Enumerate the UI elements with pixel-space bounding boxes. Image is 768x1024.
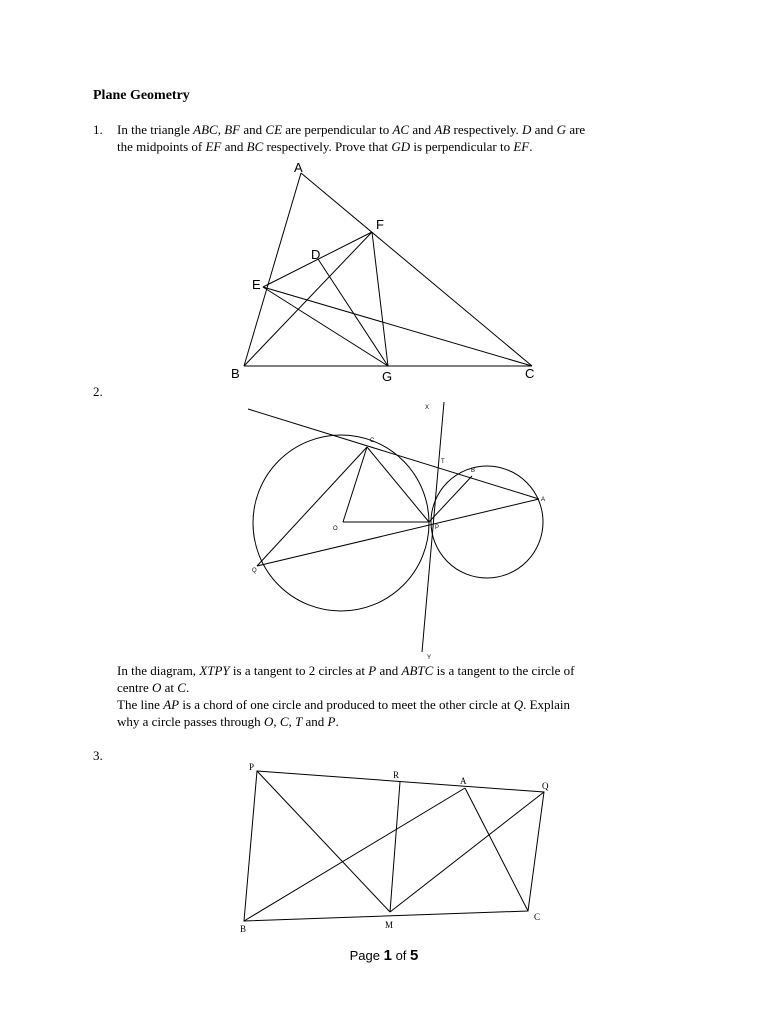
q2-label-o: O xyxy=(333,526,338,532)
q2-text-line3: The line AP is a chord of one circle and produced to meet the other circle at Q. Explain xyxy=(117,697,571,712)
q2-label-p: P xyxy=(435,525,440,531)
q2-number: 2. xyxy=(93,384,103,399)
q3-segment-pm xyxy=(257,771,390,912)
q2-label-y: Y xyxy=(427,655,432,661)
q2-text-line2: centre O at C. xyxy=(117,680,190,695)
current-page-number: 1 xyxy=(383,947,392,964)
q3-quadrilateral-pqcb xyxy=(244,771,544,921)
q2-label-x: X xyxy=(425,405,430,411)
q1-label-g: G xyxy=(382,369,393,384)
q1-label-c: C xyxy=(525,366,535,381)
q1-label-f: F xyxy=(376,217,384,232)
q3-segment-mq xyxy=(390,792,544,912)
q3-label-c: C xyxy=(534,912,541,922)
q2-text-line4: why a circle passes through O, C, T and P. xyxy=(117,714,339,729)
q2-text-line1: In the diagram, XTPY is a tangent to 2 circles at P and ABTC is a tangent to the circle of xyxy=(117,663,575,678)
page-title: Plane Geometry xyxy=(93,88,190,103)
q1-number: 1. xyxy=(93,122,103,137)
q1-label-e: E xyxy=(252,277,261,292)
q2-label-t: T xyxy=(441,459,445,465)
q2-label-q: Q xyxy=(252,568,257,574)
q3-label-m: M xyxy=(385,920,394,930)
q3-label-p: P xyxy=(249,762,255,772)
page-footer: Page 1 of 5 xyxy=(349,947,419,964)
q2-label-b: B xyxy=(471,468,476,474)
total-pages-number: 5 xyxy=(410,947,419,964)
q2-label-c: C xyxy=(370,438,375,444)
q1-text-line1: In the triangle ABC, BF and CE are perpendicular to AC and AB respectively. D and G are xyxy=(117,122,586,137)
q3-label-r: R xyxy=(393,770,400,780)
q3-label-b: B xyxy=(240,924,247,934)
q1-label-b: B xyxy=(231,366,240,381)
q3-label-q: Q xyxy=(542,781,549,791)
q3-segment-ac xyxy=(465,788,528,911)
q3-label-a: A xyxy=(460,776,467,786)
q3-number: 3. xyxy=(93,748,103,763)
q1-label-d: D xyxy=(311,247,321,262)
q2-label-a: A xyxy=(541,497,546,503)
q3-segment-rm xyxy=(390,782,400,912)
q1-text-line2: the midpoints of EF and BC respectively. Prove that GD is perpendicular to EF. xyxy=(117,139,533,154)
q3-segment-ba xyxy=(244,788,465,921)
q1-label-a: A xyxy=(294,160,303,175)
